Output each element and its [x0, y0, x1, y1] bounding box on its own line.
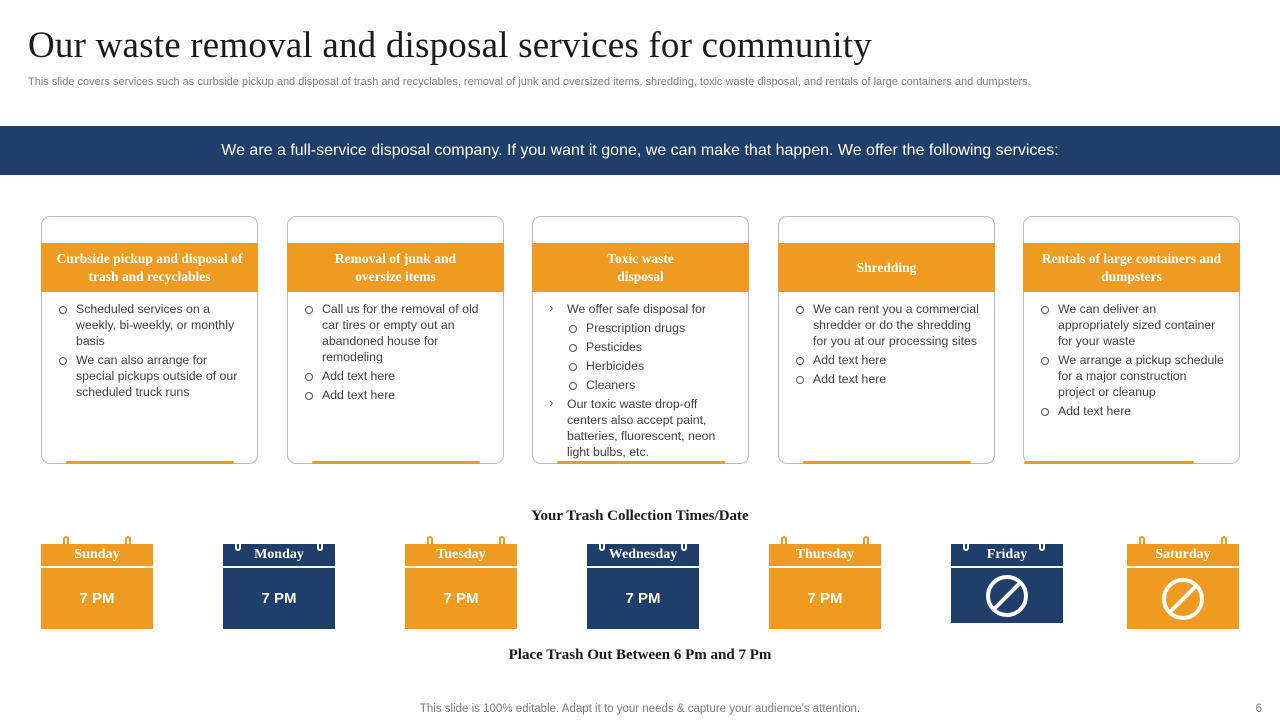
slide-subtitle: This slide covers services such as curbside pickup and disposal of trash and recyclables, removal of junk and oversized items, shredding, toxic waste disposal, and rentals of large containers and dumpsters. — [28, 76, 1031, 88]
trash-out-note: Place Trash Out Between 6 Pm and 7 Pm — [508, 647, 772, 663]
card-body — [302, 301, 490, 406]
sub-list-item: Cleaners — [567, 377, 735, 393]
calendar-tuesday — [405, 544, 517, 629]
card-accent-line — [1024, 461, 1194, 464]
card-heading: Shredding — [778, 243, 995, 292]
sub-list-item: Prescription drugs — [567, 320, 735, 336]
calendar-day: Wednesday — [587, 544, 699, 566]
calendar-day: Tuesday — [405, 544, 517, 566]
calendar-ring-icon — [781, 536, 787, 551]
calendar-body — [951, 568, 1063, 623]
calendar-ring-icon — [63, 536, 69, 551]
sub-list-item: Pesticides — [567, 339, 735, 355]
schedule-heading: Your Trash Collection Times/Date — [531, 508, 749, 524]
calendar-time: 7 PM — [41, 568, 153, 629]
calendar-friday — [951, 544, 1063, 623]
list-item: We arrange a pickup schedule for a major construction project or cleanup — [1038, 352, 1226, 400]
calendar-day: Monday — [223, 544, 335, 566]
calendar-ring-icon — [125, 536, 131, 551]
slide-title: Our waste removal and disposal services for community — [28, 25, 872, 66]
calendar-saturday — [1127, 544, 1239, 629]
calendar-ring-icon — [499, 536, 505, 551]
calendar-ring-icon — [1039, 536, 1045, 551]
card-heading: Toxic waste disposal — [532, 243, 749, 292]
calendar-ring-icon — [1139, 536, 1145, 551]
card-accent-line — [312, 461, 480, 464]
calendar-day: Saturday — [1127, 544, 1239, 566]
calendar-ring-icon — [863, 536, 869, 551]
card-accent-line — [557, 461, 725, 464]
card-body — [56, 301, 244, 403]
list-item: We can also arrange for special pickups outside of our scheduled truck runs — [56, 352, 244, 400]
list-item — [547, 301, 735, 393]
sub-list-item: Herbicides — [567, 358, 735, 374]
card-body — [1038, 301, 1226, 422]
calendar-wednesday — [587, 544, 699, 629]
calendar-time: 7 PM — [769, 568, 881, 629]
calendar-ring-icon — [317, 536, 323, 551]
page-number: 6 — [1255, 703, 1262, 715]
calendar-ring-icon — [963, 536, 969, 551]
calendar-ring-icon — [681, 536, 687, 551]
calendar-time: 7 PM — [587, 568, 699, 629]
card-body — [793, 301, 981, 390]
calendar-ring-icon — [1221, 536, 1227, 551]
list-item: Add text here — [302, 387, 490, 403]
calendar-day: Sunday — [41, 544, 153, 566]
footer-text: This slide is 100% editable. Adapt it to your needs & capture your audience’s attention. — [419, 703, 861, 715]
no-collection-icon — [1160, 576, 1206, 622]
list-item: We can deliver an appropriately sized container for your waste — [1038, 301, 1226, 349]
calendar-body — [1127, 568, 1239, 629]
banner-text: We are a full-service disposal company. If you want it gone, we can make that happen. We offer the following services: — [221, 141, 1059, 159]
services-banner — [0, 126, 1280, 175]
calendar-thursday — [769, 544, 881, 629]
list-item: › Our toxic waste drop-off centers also accept paint, batteries, fluorescent, neon light bulbs, etc. — [547, 396, 735, 460]
list-item: Scheduled services on a weekly, bi-weekly, or monthly basis — [56, 301, 244, 349]
calendar-time: 7 PM — [405, 568, 517, 629]
calendar-sunday — [41, 544, 153, 629]
no-collection-icon — [984, 573, 1030, 619]
card-heading: Removal of junk and oversize items — [287, 243, 504, 292]
list-item: Add text here — [302, 368, 490, 384]
calendar-ring-icon — [599, 536, 605, 551]
service-card-curbside — [41, 216, 258, 464]
list-item: Add text here — [793, 371, 981, 387]
card-body — [547, 301, 735, 463]
calendar-day: Friday — [951, 544, 1063, 566]
list-item: Add text here — [793, 352, 981, 368]
list-item-text: We offer safe disposal for — [567, 302, 706, 316]
calendar-monday — [223, 544, 335, 629]
calendar-ring-icon — [427, 536, 433, 551]
service-card-toxic-waste — [532, 216, 749, 464]
list-item: Call us for the removal of old car tires or empty out an abandoned house for remodeling — [302, 301, 490, 365]
service-card-junk-removal — [287, 216, 504, 464]
calendar-ring-icon — [235, 536, 241, 551]
list-item: Add text here — [1038, 403, 1226, 419]
list-item: We can rent you a commercial shredder or do the shredding for you at our processing sites — [793, 301, 981, 349]
card-heading: Rentals of large containers and dumpsters — [1023, 243, 1240, 292]
calendar-time: 7 PM — [223, 568, 335, 629]
service-card-shredding — [778, 216, 995, 464]
card-heading: Curbside pickup and disposal of trash and recyclables — [41, 243, 258, 292]
card-accent-line — [66, 461, 234, 464]
card-accent-line — [803, 461, 971, 464]
calendar-day: Thursday — [769, 544, 881, 566]
service-card-container-rentals — [1023, 216, 1240, 464]
